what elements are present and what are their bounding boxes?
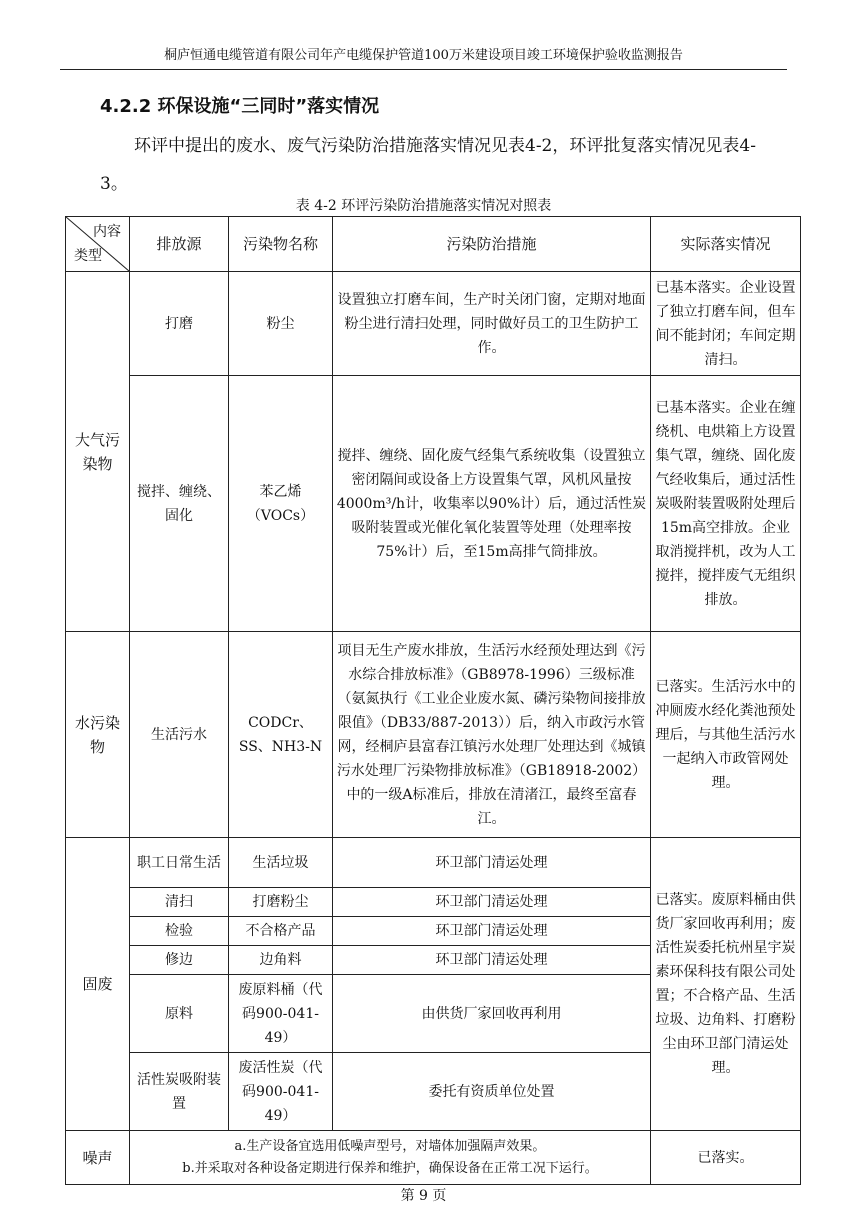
table-row	[66, 376, 801, 632]
measure-cell: 环卫部门清运处理	[333, 917, 651, 946]
header-actual: 实际落实情况	[651, 217, 801, 272]
actual-cell: 已落实。	[651, 1131, 801, 1185]
pollutant-cell: CODCr、SS、NH3-N	[229, 632, 333, 838]
measure-cell: 由供货厂家回收再利用	[333, 975, 651, 1053]
pollutant-cell: 打磨粉尘	[229, 888, 333, 917]
source-cell: 职工日常生活	[130, 838, 229, 888]
type-noise: 噪声	[66, 1131, 130, 1185]
actual-cell: 已基本落实。企业设置了独立打磨车间，但车间不能封闭；车间定期清扫。	[651, 272, 801, 376]
type-air: 大气污染物	[66, 272, 130, 632]
source-cell: 检验	[130, 917, 229, 946]
body-paragraph: 环评中提出的废水、废气污染防治措施落实情况见表4-2，环评批复落实情况见表4-3。	[100, 136, 756, 194]
source-cell: 搅拌、缠绕、固化	[130, 376, 229, 632]
table-header-row	[66, 217, 801, 272]
source-cell: 修边	[130, 946, 229, 975]
measure-cell: 环卫部门清运处理	[333, 946, 651, 975]
measure-cell: 设置独立打磨车间，生产时关闭门窗，定期对地面粉尘进行清扫处理，同时做好员工的卫生防护工作。	[333, 272, 651, 376]
measure-cell: 项目无生产废水排放，生活污水经预处理达到《污水综合排放标准》（GB8978-1996）三级标准（氨氮执行《工业企业废水氮、磷污染物间接排放限值》（DB33/887-2013））后，纳入市政污水管网，经桐庐县富春江镇污水处理厂处理达到《城镇污水处理厂污染物排放标准》（GB18918-2002）中的一级A标准后，排放在清渚江，最终至富春江。	[333, 632, 651, 838]
table-row	[66, 1131, 801, 1185]
actual-cell: 已基本落实。企业在缠绕机、电烘箱上方设置集气罩，缠绕、固化废气经收集后，通过活性炭吸附装置吸附处理后15m高空排放。企业取消搅拌机，改为人工搅拌，搅拌废气无组织排放。	[651, 376, 801, 632]
table-row	[66, 632, 801, 838]
source-cell: 生活污水	[130, 632, 229, 838]
noise-measure-b: b.并采取对各种设备定期进行保养和维护，确保设备在正常工况下运行。	[182, 1160, 598, 1176]
source-cell: 原料	[130, 975, 229, 1053]
measure-cell: 环卫部门清运处理	[333, 838, 651, 888]
source-cell: 清扫	[130, 888, 229, 917]
pollutant-cell: 边角料	[229, 946, 333, 975]
table-caption: 表 4-2 环评污染防治措施落实情况对照表	[295, 198, 552, 214]
pollutant-cell: 废活性炭（代码900-041-49）	[229, 1053, 333, 1131]
page-number: 第 9 页	[400, 1188, 447, 1204]
measure-cell: 环卫部门清运处理	[333, 888, 651, 917]
type-solid: 固废	[66, 838, 130, 1131]
page-header: 桐庐恒通电缆管道有限公司年产电缆保护管道100万米建设项目竣工环境保护验收监测报告	[60, 44, 787, 70]
header-source: 排放源	[130, 217, 229, 272]
diagonal-header-cell	[66, 217, 130, 272]
measures-table	[65, 216, 801, 1185]
measure-cell: 搅拌、缠绕、固化废气经集气系统收集（设置独立密闭隔间或设备上方设置集气罩，风机风量按4000m³/h计，收集率以90%计）后，通过活性炭吸附装置或光催化氧化装置等处理（处理率按75%计）后，至15m高排气筒排放。	[333, 376, 651, 632]
noise-measures-cell	[130, 1131, 651, 1185]
source-cell: 活性炭吸附装置	[130, 1053, 229, 1131]
pollutant-cell: 不合格产品	[229, 917, 333, 946]
pollutant-cell: 粉尘	[229, 272, 333, 376]
pollutant-cell: 生活垃圾	[229, 838, 333, 888]
type-water: 水污染物	[66, 632, 130, 838]
table-row	[66, 272, 801, 376]
noise-measure-a: a.生产设备宜选用低噪声型号，对墙体加强隔声效果。	[234, 1138, 546, 1154]
pollutant-cell: 废原料桶（代码900-041-49）	[229, 975, 333, 1053]
measure-cell: 委托有资质单位处置	[333, 1053, 651, 1131]
section-title: 4.2.2 环保设施“三同时”落实情况	[100, 96, 380, 117]
header-pollutant: 污染物名称	[229, 217, 333, 272]
header-type-label: 类型	[74, 248, 102, 264]
table-row	[66, 838, 801, 888]
actual-cell: 已落实。生活污水中的冲厕废水经化粪池预处理后，与其他生活污水一起纳入市政管网处理。	[651, 632, 801, 838]
actual-cell: 已落实。废原料桶由供货厂家回收再利用；废活性炭委托杭州星宇炭素环保科技有限公司处置；不合格产品、生活垃圾、边角料、打磨粉尘由环卫部门清运处理。	[651, 838, 801, 1131]
header-measures: 污染防治措施	[333, 217, 651, 272]
header-content-label: 内容	[93, 224, 121, 240]
pollutant-cell: 苯乙烯（VOCs）	[229, 376, 333, 632]
source-cell: 打磨	[130, 272, 229, 376]
